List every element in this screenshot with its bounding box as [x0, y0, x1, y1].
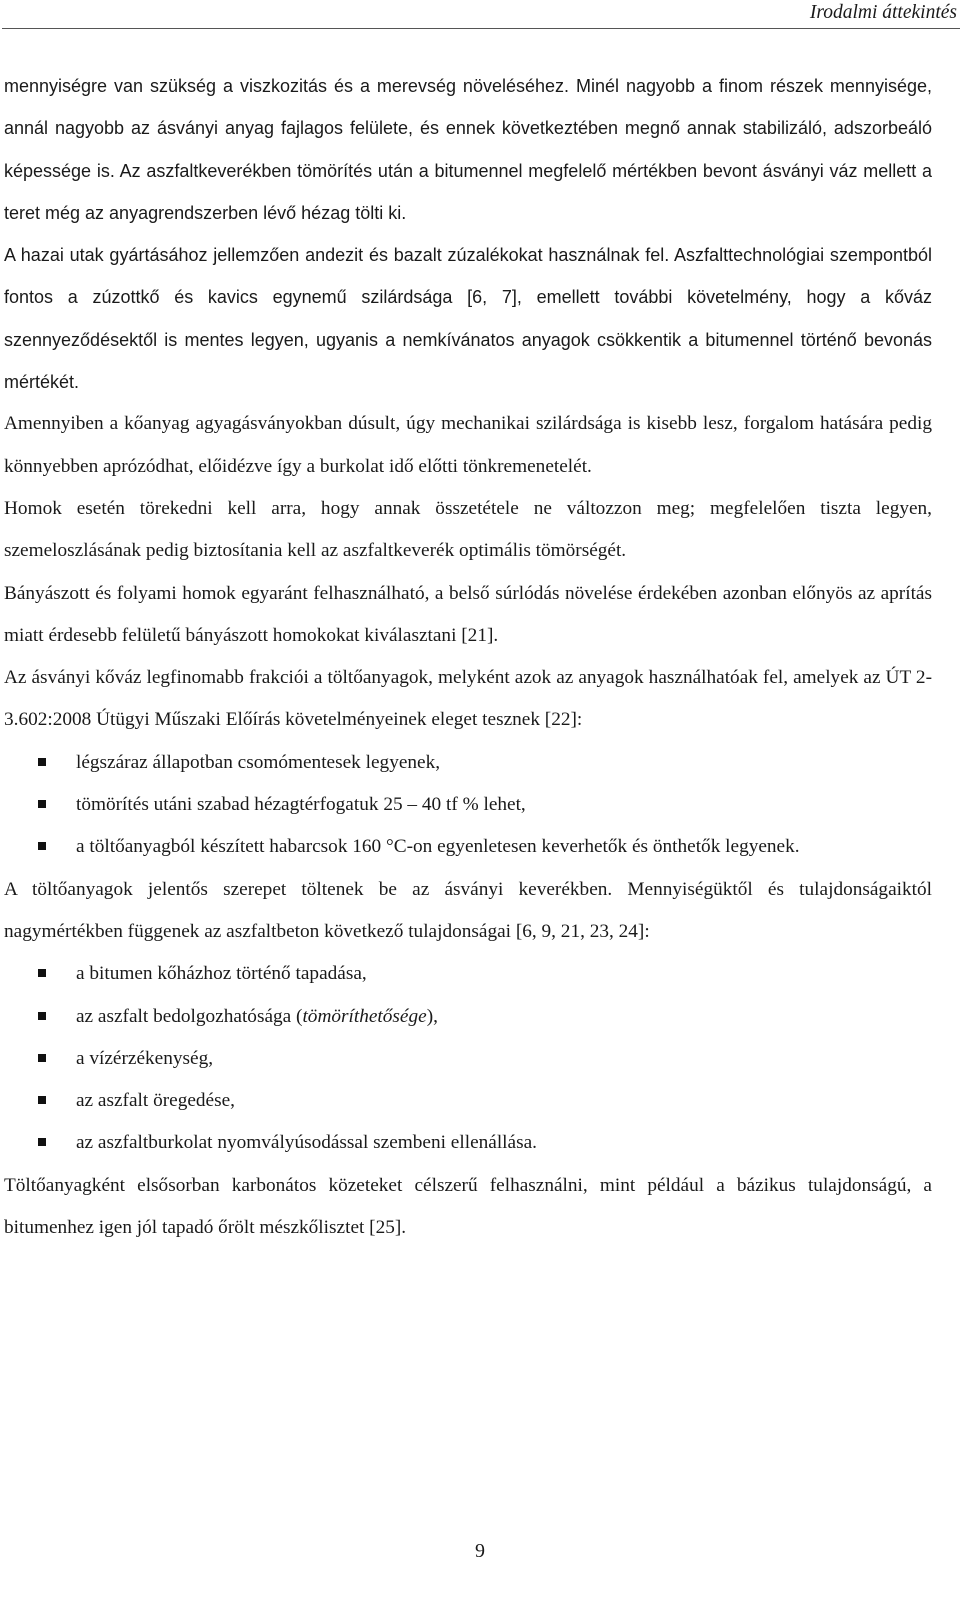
list-item-text: az aszfaltburkolat nyomvályúsodással szembeni ellenállása.	[76, 1132, 537, 1154]
square-bullet-icon	[38, 1138, 46, 1146]
list-item-text: ),	[426, 1005, 438, 1027]
square-bullet-icon	[38, 842, 46, 850]
properties-list	[4, 953, 932, 1164]
list-item	[4, 996, 932, 1038]
square-bullet-icon	[38, 1012, 46, 1020]
paragraph: Töltőanyagként elsősorban karbonátos közeteket célszerű felhasználni, mint például a bázikus tulajdonságú, a bitumenhez igen jól tapadó őrölt mészkőlisztet [25].	[4, 1174, 932, 1239]
paragraph: mennyiségre van szükség a viszkozitás és a merevség növeléséhez. Minél nagyobb a finom részek mennyisége, annál nagyobb az ásványi anyag fajlagos felülete, és ennek következtében megnő annak stabilizáló, adszorbeáló képessége is. Az aszfaltkeverékben tömörítés után a bitumennel megfelelő mértékben bevont ásványi váz mellett a teret még az anyagrendszerben lévő hézag tölti ki.	[4, 76, 932, 223]
paragraph: Bányászott és folyami homok egyaránt felhasználható, a belső súrlódás növelése érdekében azonban előnyös az aprítás miatt érdesebb felületű bányászott homokokat kiválasztani [21].	[4, 582, 932, 646]
list-item	[4, 1038, 932, 1080]
list-item	[4, 1122, 932, 1164]
document-body	[4, 65, 932, 1249]
paragraph	[4, 234, 932, 403]
list-item-text: a vízérzékenység,	[76, 1047, 214, 1069]
page-header	[0, 0, 960, 30]
list-item	[4, 826, 932, 868]
paragraph: Homok esetén törekedni kell arra, hogy annak összetétele ne változzon meg; megfelelően tiszta legyen, szemeloszlásának pedig biztosítania kell az aszfaltkeverék optimális tömörségét.	[4, 497, 932, 562]
paragraph: Az ásványi kőváz legfinomabb frakciói a töltőanyagok, melyként azok az anyagok használhatóak fel, amelyek az ÚT 2-3.602:2008 Útügyi Műszaki Előírás követelményeinek eleget tesznek [22]:	[4, 667, 932, 731]
list-item	[4, 1080, 932, 1122]
square-bullet-icon	[38, 1096, 46, 1104]
paragraph: Amennyiben a kőanyag agyagásványokban dúsult, úgy mechanikai szilárdsága is kisebb lesz, forgalom hatására pedig könnyebben aprózódhat, előidézve így a burkolat idő előtti tönkremenetelét.	[4, 413, 932, 477]
list-item-text: tömörítés utáni szabad hézagtérfogatuk 25 – 40 tf % lehet,	[76, 794, 526, 816]
list-item-emphasis: tömöríthetősége	[302, 1005, 427, 1027]
page-number: 9	[475, 1540, 485, 1562]
list-item	[4, 784, 932, 826]
list-item-text: a töltőanyagból készített habarcsok 160 °C-on egyenletesen keverhetők és önthetők legyenek.	[76, 836, 800, 858]
header-rule	[2, 28, 960, 29]
list-item	[4, 953, 932, 995]
list-item-text: az aszfalt bedolgozhatósága (	[76, 1005, 303, 1027]
list-item	[4, 742, 932, 784]
list-item-text: az aszfalt öregedése,	[76, 1090, 235, 1112]
square-bullet-icon	[38, 758, 46, 766]
header-title: Irodalmi áttekintés	[809, 2, 957, 23]
paragraph: A töltőanyagok jelentős szerepet töltenek be az ásványi keverékben. Mennyiségüktől és tulajdonságaiktól nagymértékben függenek az aszfaltbeton következő tulajdonságai [6, 9, 21, 23, 24]:	[4, 878, 932, 942]
square-bullet-icon	[38, 969, 46, 977]
paragraph-part: A hazai utak gyártásához jellemzően andezit és bazalt zúzalékokat használnak fel. Aszfalttechnológiai szempontból fontos a zúzottkő és kavics egynemű szilárdsága [6, 7], emellett további követelmény, hogy a kőváz szennyeződésektől is mentes legyen, ugyanis a nemkívánatos anyagok csökkentik a bitumennel történő bevonás mértékét.	[4, 245, 932, 393]
square-bullet-icon	[38, 1054, 46, 1062]
list-item-text: légszáraz állapotban csomómentesek legyenek,	[76, 751, 441, 773]
list-item-text: a bitumen kőházhoz történő tapadása,	[76, 963, 367, 985]
square-bullet-icon	[38, 800, 46, 808]
requirements-list	[4, 742, 932, 869]
